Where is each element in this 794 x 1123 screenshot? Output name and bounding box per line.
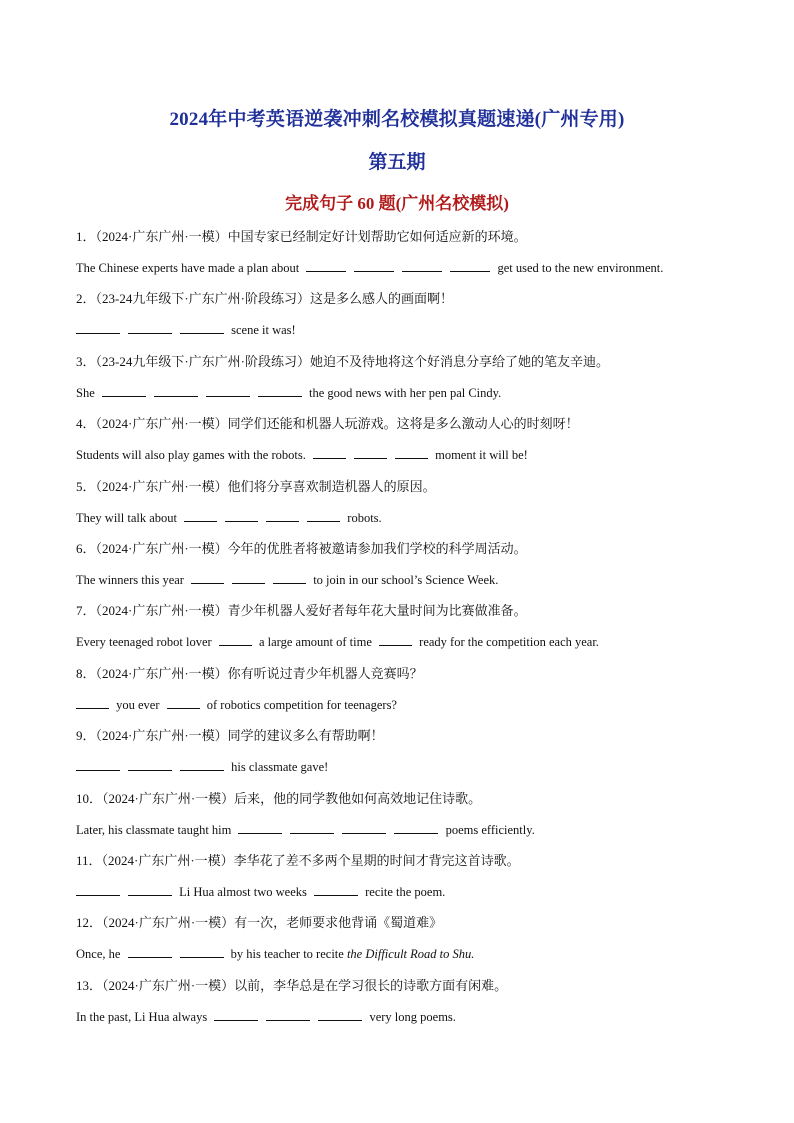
sentence-text: Li Hua almost two weeks: [179, 884, 307, 899]
sentence-text: you ever: [116, 697, 160, 712]
answer-blank[interactable]: [76, 696, 109, 709]
answer-blank[interactable]: [180, 321, 224, 334]
question-sentence: [76, 883, 445, 901]
answer-blank[interactable]: [266, 509, 299, 522]
answer-blank[interactable]: [342, 821, 386, 834]
question-9: [76, 727, 746, 789]
answer-blank[interactable]: [206, 384, 250, 397]
sentence-text: ready for the competition each year.: [419, 635, 599, 650]
document-title: 2024年中考英语逆袭冲刺名校模拟真题速递(广州专用): [169, 109, 625, 130]
question-1: [76, 228, 746, 290]
section-heading: 完成句子 60 题(广州名校模拟): [285, 194, 509, 213]
answer-blank[interactable]: [266, 1008, 310, 1021]
answer-blank[interactable]: [450, 259, 490, 272]
answer-blank[interactable]: [191, 571, 224, 584]
answer-blank[interactable]: [258, 384, 302, 397]
answer-blank[interactable]: [379, 633, 412, 646]
sentence-text: his classmate gave!: [231, 760, 329, 775]
sentence-text: get used to the new environment.: [497, 261, 664, 275]
question-prompt: 6．（2024·广东广州·一模）今年的优胜者将被邀请参加我们学校的科学周活动。: [76, 540, 527, 556]
question-sentence: [76, 633, 599, 651]
sentence-text: Once, he: [76, 947, 121, 962]
issue-number: 第五期: [368, 152, 426, 173]
answer-blank[interactable]: [306, 259, 346, 272]
answer-blank[interactable]: [214, 1008, 258, 1021]
question-11: [76, 852, 746, 914]
question-prompt: 12．（2024·广东广州·一模）有一次，老师要求他背诵《蜀道难》: [76, 915, 443, 931]
answer-blank[interactable]: [167, 696, 200, 709]
question-list: [76, 228, 746, 1039]
question-prompt: 9．（2024·广东广州·一模）同学的建议多么有帮助啊！: [76, 728, 384, 744]
answer-blank[interactable]: [307, 509, 340, 522]
question-prompt: 10．（2024·广东广州·一模）后来，他的同学教他如何高效地记住诗歌。: [76, 790, 482, 806]
question-sentence: [76, 945, 474, 963]
question-12: [76, 914, 746, 976]
answer-blank[interactable]: [154, 384, 198, 397]
book-title: the Difficult Road to Shu.: [346, 947, 475, 962]
answer-blank[interactable]: [314, 883, 358, 896]
answer-blank[interactable]: [76, 883, 120, 896]
sentence-text: In the past, Li Hua always: [76, 1009, 208, 1024]
answer-blank[interactable]: [313, 446, 346, 459]
question-4: [76, 415, 746, 477]
answer-blank[interactable]: [232, 571, 265, 584]
answer-blank[interactable]: [180, 758, 224, 771]
question-prompt: 1．（2024·广东广州·一模）中国专家已经制定好计划帮助它如何适应新的环境。: [76, 229, 527, 244]
answer-blank[interactable]: [102, 384, 146, 397]
question-sentence: [76, 1008, 456, 1026]
answer-blank[interactable]: [219, 633, 252, 646]
sentence-text: The Chinese experts have made a plan about: [76, 261, 300, 275]
sentence-text: a large amount of time: [258, 635, 372, 650]
question-7: [76, 602, 746, 664]
answer-blank[interactable]: [180, 945, 224, 958]
question-sentence: [76, 758, 328, 776]
sentence-text: of robotics competition for teenagers?: [206, 697, 397, 712]
answer-blank[interactable]: [184, 509, 217, 522]
question-sentence: [76, 696, 397, 714]
answer-blank[interactable]: [354, 446, 387, 459]
question-prompt: 11．（2024·广东广州·一模）李华花了差不多两个星期的时间才背完这首诗歌。: [76, 852, 520, 868]
question-sentence: [76, 509, 382, 527]
question-sentence: [76, 259, 663, 277]
question-sentence: [76, 384, 501, 402]
answer-blank[interactable]: [76, 758, 120, 771]
question-prompt: 7．（2024·广东广州·一模）青少年机器人爱好者每年花大量时间为比赛做准备。: [76, 603, 527, 619]
sentence-text: very long poems.: [369, 1009, 456, 1024]
sentence-text: scene it was!: [231, 323, 296, 338]
answer-blank[interactable]: [128, 883, 172, 896]
question-prompt: 13．（2024·广东广州·一模）以前，李华总是在学习很长的诗歌方面有闲难。: [76, 977, 508, 993]
answer-blank[interactable]: [394, 821, 438, 834]
question-10: [76, 790, 746, 852]
question-prompt: 5．（2024·广东广州·一模）他们将分享喜欢制造机器人的原因。: [76, 478, 436, 494]
sentence-text: Every teenaged robot lover: [76, 635, 212, 650]
answer-blank[interactable]: [225, 509, 258, 522]
sentence-text: poems efficiently.: [445, 822, 535, 837]
answer-blank[interactable]: [128, 321, 172, 334]
answer-blank[interactable]: [76, 321, 120, 334]
answer-blank[interactable]: [395, 446, 428, 459]
answer-blank[interactable]: [128, 945, 172, 958]
answer-blank[interactable]: [402, 259, 442, 272]
sentence-text: the good news with her pen pal Cindy.: [309, 385, 502, 400]
sentence-text: recite the poem.: [365, 884, 446, 899]
sentence-text: moment it will be!: [435, 448, 528, 463]
question-5: [76, 478, 746, 540]
sentence-text: She: [76, 385, 95, 400]
question-prompt: 2．（23-24九年级下·广东广州·阶段练习）这是多么感人的画面啊！: [76, 291, 453, 307]
answer-blank[interactable]: [128, 758, 172, 771]
answer-blank[interactable]: [238, 821, 282, 834]
question-sentence: [76, 571, 498, 589]
answer-blank[interactable]: [290, 821, 334, 834]
sentence-text: Later, his classmate taught him: [76, 822, 232, 837]
answer-blank[interactable]: [318, 1008, 362, 1021]
question-8: [76, 665, 746, 727]
question-sentence: [76, 446, 528, 464]
sentence-text: Students will also play games with the robots.: [76, 448, 306, 463]
question-6: [76, 540, 746, 602]
sentence-text: by his teacher to recite: [230, 947, 344, 962]
sentence-text: to join in our school’s Science Week.: [313, 572, 499, 587]
question-13: [76, 977, 746, 1039]
question-sentence: [76, 821, 535, 839]
sentence-text: The winners this year: [76, 572, 184, 587]
answer-blank[interactable]: [354, 259, 394, 272]
answer-blank[interactable]: [273, 571, 306, 584]
question-prompt: 4．（2024·广东广州·一模）同学们还能和机器人玩游戏。这将是多么激动人心的时刻呀！: [76, 416, 579, 432]
question-prompt: 8．（2024·广东广州·一模）你有听说过青少年机器人竞赛吗？: [76, 665, 423, 681]
question-prompt: 3．（23-24九年级下·广东广州·阶段练习）她迫不及待地将这个好消息分享给了她的笔友辛迪。: [76, 353, 609, 369]
sentence-text: They will talk about: [76, 510, 178, 525]
sentence-text: robots.: [347, 510, 382, 525]
question-sentence: [76, 321, 296, 339]
question-2: [76, 290, 746, 352]
question-3: [76, 353, 746, 415]
